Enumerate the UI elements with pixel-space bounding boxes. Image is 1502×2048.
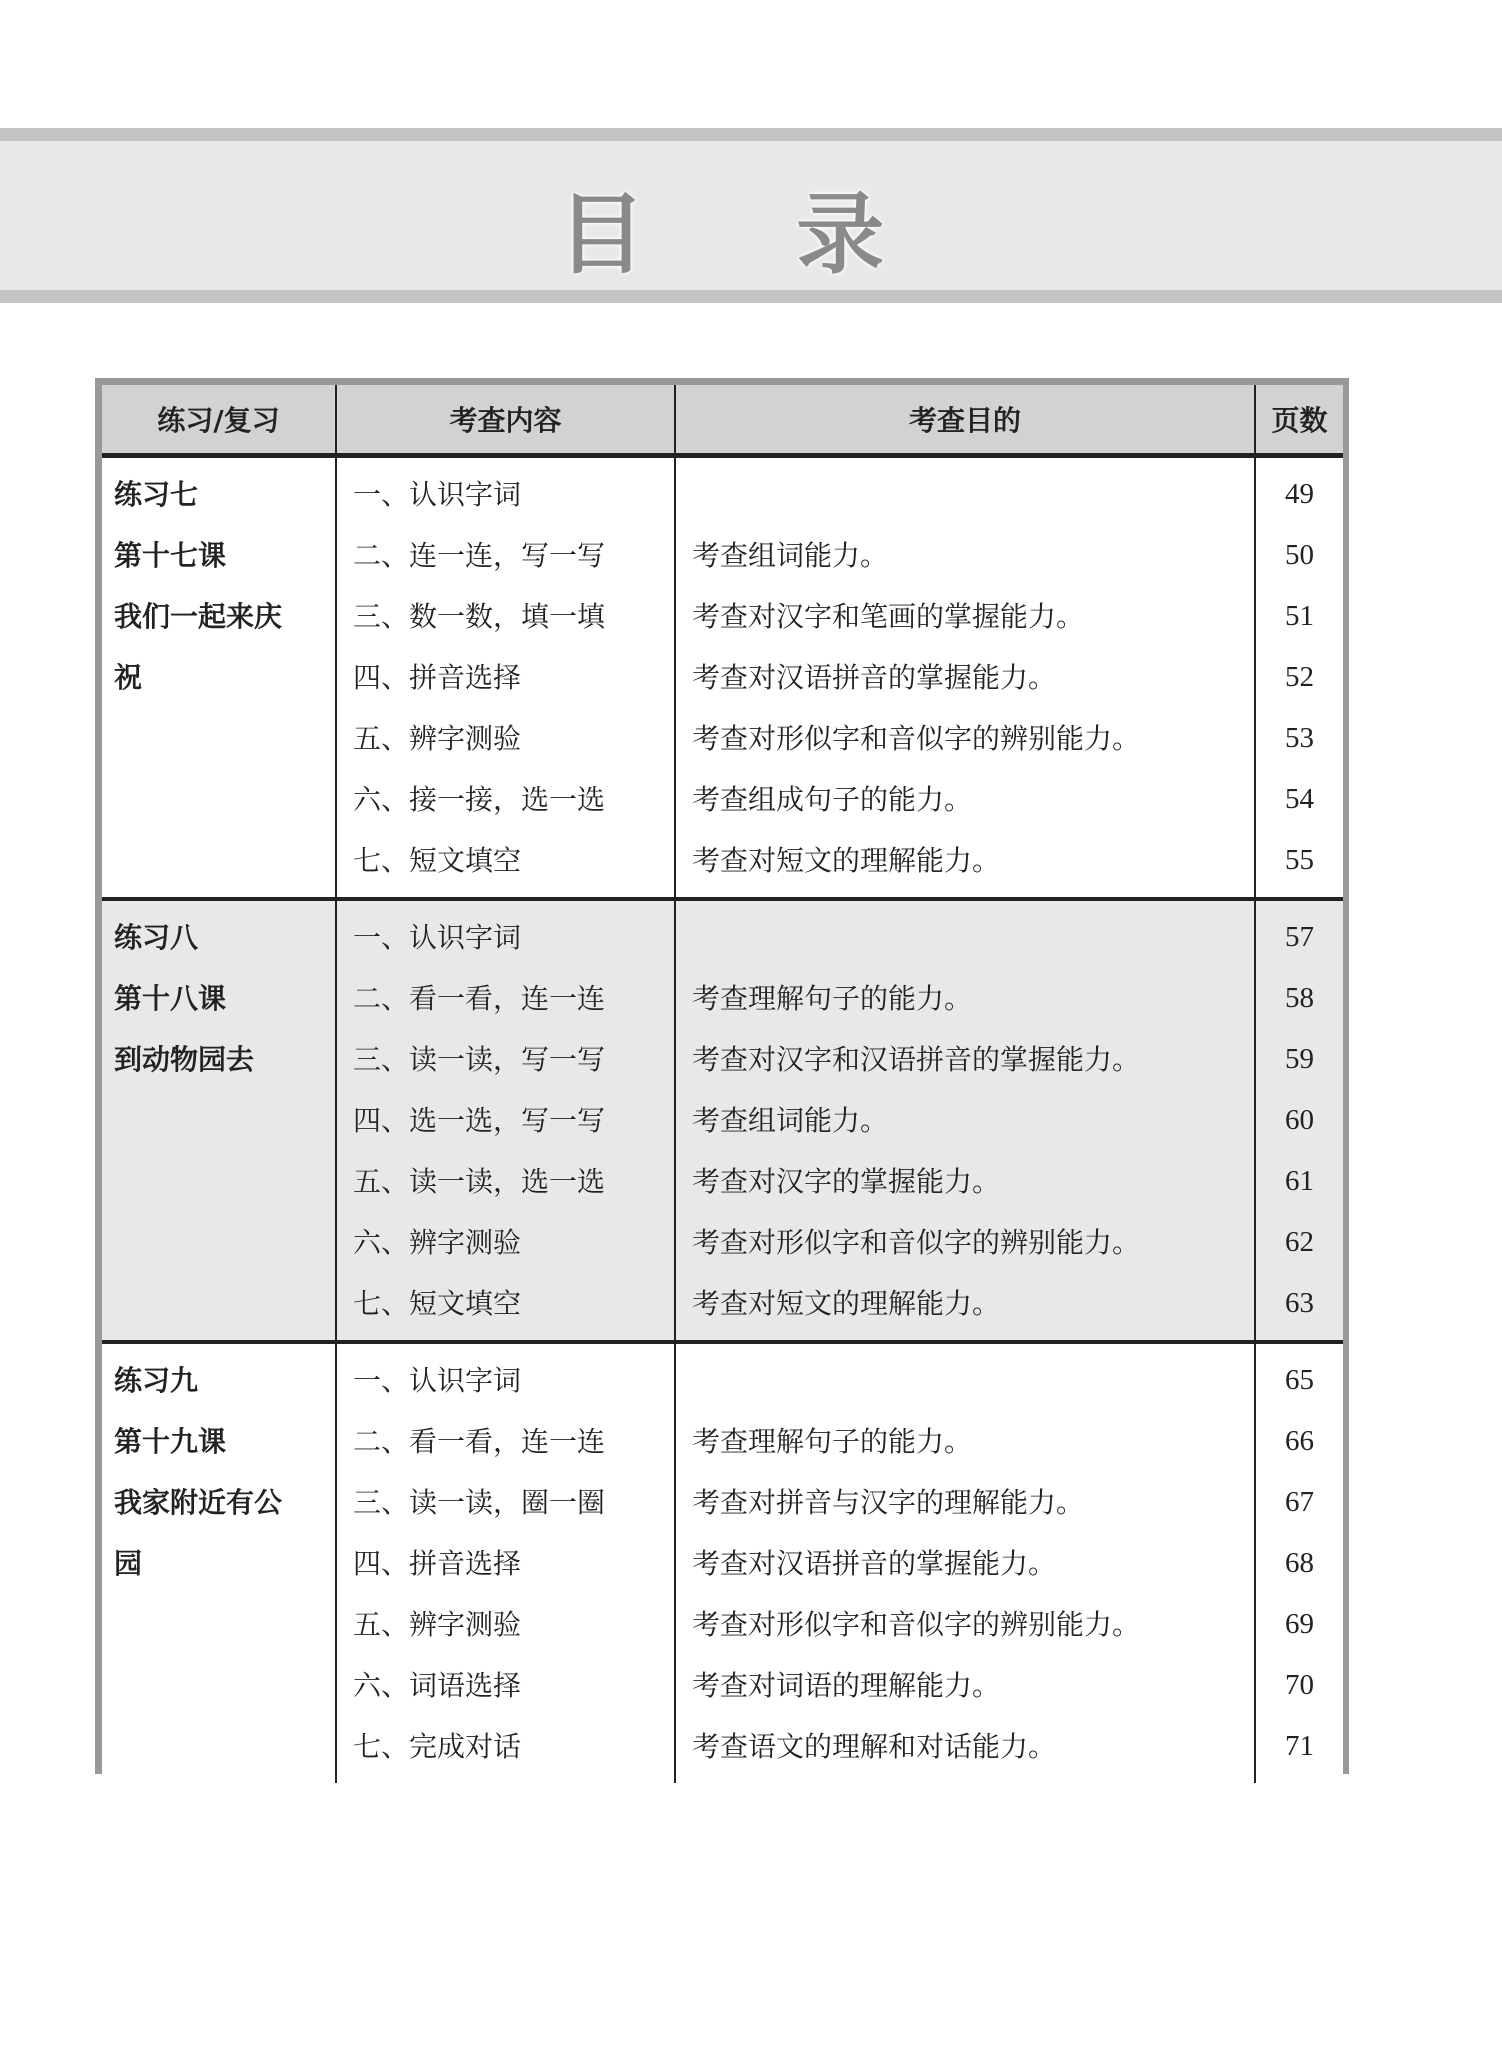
purpose-item: 考查对形似字和音似字的辨别能力。 — [692, 1226, 1141, 1259]
content-item: 一、认识字词 — [353, 1364, 522, 1397]
table-section — [102, 1342, 1343, 1783]
lesson-title-line: 园 — [114, 1547, 143, 1580]
page-number: 70 — [1285, 1669, 1314, 1701]
column-header: 考查目的 — [675, 385, 1255, 456]
page-cell — [1255, 1342, 1343, 1783]
purpose-item: 考查对形似字和音似字的辨别能力。 — [692, 722, 1141, 755]
content-item: 一、认识字词 — [353, 478, 522, 511]
lesson-cell — [102, 899, 336, 1342]
purpose-item — [676, 907, 1254, 968]
page-number: 58 — [1285, 982, 1314, 1014]
lesson-title-line: 祝 — [114, 661, 143, 694]
page-cell — [1255, 456, 1343, 900]
page-number: 52 — [1285, 661, 1314, 693]
lesson-title-line: 到动物园去 — [114, 1043, 255, 1076]
purpose-cell — [675, 1342, 1255, 1783]
content-item: 三、读一读，写一写 — [353, 1043, 606, 1076]
content-item: 四、拼音选择 — [353, 661, 522, 694]
purpose-item: 考查对汉字的掌握能力。 — [692, 1165, 1001, 1198]
lesson-title-line: 第十八课 — [114, 982, 227, 1015]
page-number: 59 — [1285, 1043, 1314, 1075]
page-number: 50 — [1285, 539, 1314, 571]
lesson-title-line: 我家附近有公 — [114, 1486, 283, 1519]
purpose-cell — [675, 456, 1255, 900]
page-number: 66 — [1285, 1425, 1314, 1457]
purpose-item: 考查对拼音与汉字的理解能力。 — [692, 1486, 1085, 1519]
page-number: 51 — [1285, 600, 1314, 632]
page-number: 71 — [1285, 1730, 1314, 1762]
page-number: 67 — [1285, 1486, 1314, 1518]
content-item: 三、数一数，填一填 — [353, 600, 606, 633]
lesson-title-line: 第十九课 — [114, 1425, 227, 1458]
content-item: 二、看一看，连一连 — [353, 982, 606, 1015]
page-number: 55 — [1285, 844, 1314, 876]
purpose-item: 考查对汉语拼音的掌握能力。 — [692, 1547, 1057, 1580]
content-item: 六、接一接，选一选 — [353, 783, 606, 816]
content-item: 五、辨字测验 — [353, 722, 522, 755]
content-cell — [336, 1342, 675, 1783]
lesson-cell — [102, 456, 336, 900]
page-number: 63 — [1285, 1287, 1314, 1319]
column-header: 练习/复习 — [102, 385, 336, 456]
purpose-item: 考查对词语的理解能力。 — [692, 1669, 1001, 1702]
content-item: 二、看一看，连一连 — [353, 1425, 606, 1458]
lesson-title-line: 练习八 — [114, 921, 199, 954]
content-item: 三、读一读，圈一圈 — [353, 1486, 606, 1519]
page-cell — [1255, 899, 1343, 1342]
lesson-title-line: 第十七课 — [114, 539, 227, 572]
purpose-cell — [675, 899, 1255, 1342]
purpose-item: 考查对汉字和笔画的掌握能力。 — [692, 600, 1085, 633]
page-number: 62 — [1285, 1226, 1314, 1258]
page-number: 53 — [1285, 722, 1314, 754]
page-number: 49 — [1285, 478, 1314, 510]
content-item: 二、连一连，写一写 — [353, 539, 606, 572]
table-section — [102, 899, 1343, 1342]
purpose-item — [676, 464, 1254, 525]
purpose-item: 考查理解句子的能力。 — [692, 1425, 973, 1458]
content-item: 四、拼音选择 — [353, 1547, 522, 1580]
content-item: 一、认识字词 — [353, 921, 522, 954]
contents-table-frame — [95, 378, 1349, 1774]
lesson-title-line: 我们一起来庆 — [114, 600, 283, 633]
content-item: 七、完成对话 — [353, 1730, 522, 1763]
purpose-item: 考查对短文的理解能力。 — [692, 844, 1001, 877]
content-cell — [336, 899, 675, 1342]
content-item: 四、选一选，写一写 — [353, 1104, 606, 1137]
banner-bottom-stripe — [0, 290, 1502, 303]
purpose-item: 考查对短文的理解能力。 — [692, 1287, 1001, 1320]
purpose-item: 考查组词能力。 — [692, 539, 889, 572]
content-item: 六、词语选择 — [353, 1669, 522, 1702]
page-number: 57 — [1285, 921, 1314, 953]
page-number: 65 — [1285, 1364, 1314, 1396]
purpose-item: 考查组词能力。 — [692, 1104, 889, 1137]
table-section — [102, 456, 1343, 900]
purpose-item: 考查对形似字和音似字的辨别能力。 — [692, 1608, 1141, 1641]
column-header: 页数 — [1255, 385, 1343, 456]
purpose-item: 考查语文的理解和对话能力。 — [692, 1730, 1057, 1763]
page-number: 60 — [1285, 1104, 1314, 1136]
purpose-item: 考查对汉字和汉语拼音的掌握能力。 — [692, 1043, 1141, 1076]
purpose-item: 考查理解句子的能力。 — [692, 982, 973, 1015]
banner-top-stripe — [0, 128, 1502, 141]
content-cell — [336, 456, 675, 900]
purpose-item: 考查对汉语拼音的掌握能力。 — [692, 661, 1057, 694]
page-number: 69 — [1285, 1608, 1314, 1640]
page-number: 61 — [1285, 1165, 1314, 1197]
content-item: 五、读一读，选一选 — [353, 1165, 606, 1198]
purpose-item: 考查组成句子的能力。 — [692, 783, 973, 816]
content-item: 七、短文填空 — [353, 1287, 522, 1320]
lesson-title-line: 练习七 — [114, 478, 199, 511]
contents-table — [102, 385, 1343, 1783]
page-title: 目 录 — [557, 183, 945, 286]
lesson-title-line: 练习九 — [114, 1364, 199, 1397]
page-number: 54 — [1285, 783, 1314, 815]
page-number: 68 — [1285, 1547, 1314, 1579]
table-header-row — [102, 385, 1343, 456]
purpose-item — [676, 1350, 1254, 1411]
content-item: 六、辨字测验 — [353, 1226, 522, 1259]
lesson-cell — [102, 1342, 336, 1783]
content-item: 五、辨字测验 — [353, 1608, 522, 1641]
column-header: 考查内容 — [336, 385, 675, 456]
content-item: 七、短文填空 — [353, 844, 522, 877]
